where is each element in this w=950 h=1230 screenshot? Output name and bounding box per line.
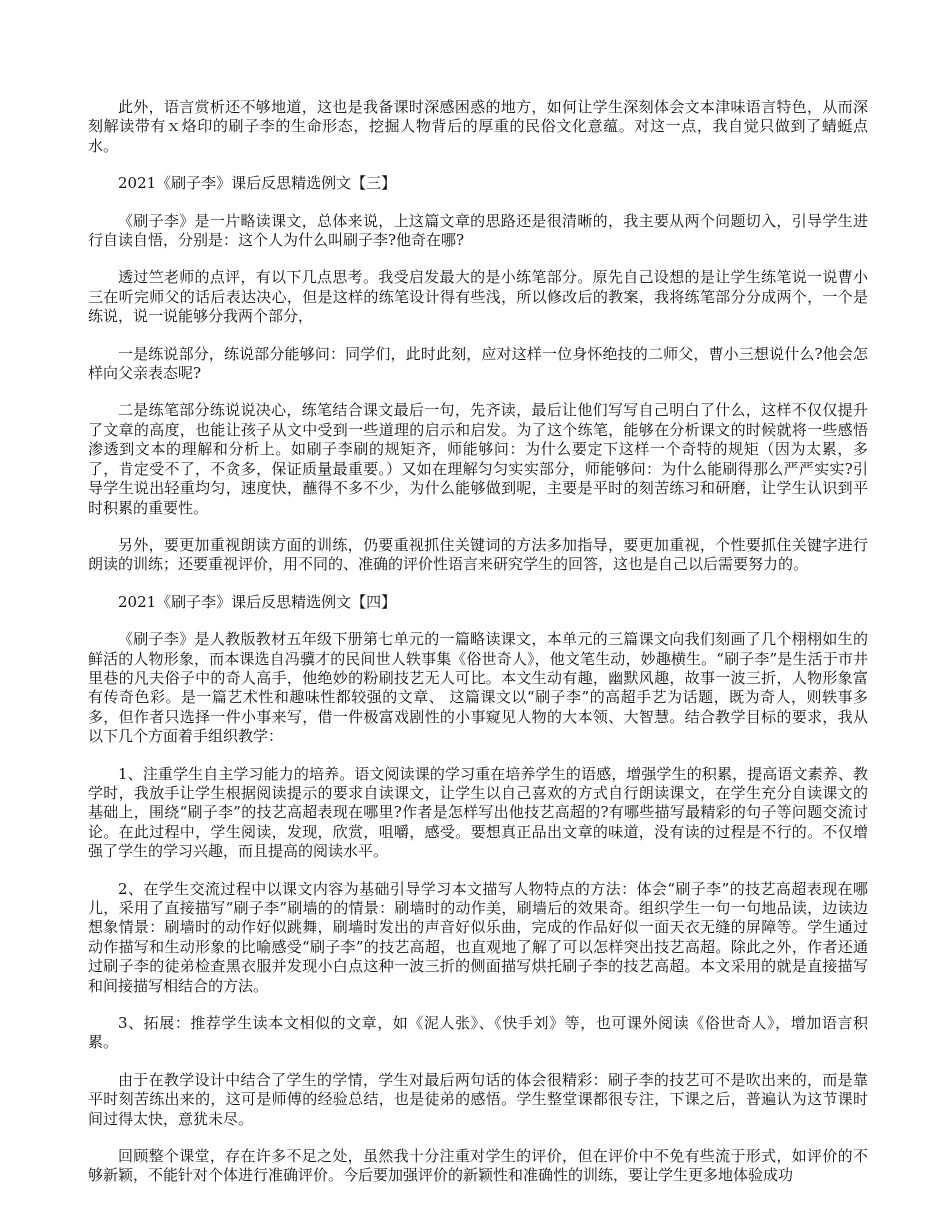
paragraph — [88, 98, 868, 156]
text-line: 为太累，多了，肯定受不了，不贪多，保证质量最重要。）又如在理解匀匀实实部分，师能够问：为什么能刷得 — [88, 440, 868, 478]
paragraph — [88, 401, 868, 517]
text-line: 磨，让学生认识到平时积累的重要性。 — [88, 479, 868, 517]
text-line: 生的鲜活的人物形象，而本课选自冯骥才的民间世人轶事集《俗世奇人》，他文笔生动，妙趣横生。“刷子李” — [88, 630, 868, 668]
section-heading — [88, 593, 868, 612]
text-line: 由于在教学设计中结合了学生的学情，学生对最后两句话的体会很精彩：刷子李的技艺可不是吹出来的，而 — [118, 1070, 838, 1089]
text-line: 这节课时间过得太快，意犹未尽。 — [88, 1090, 868, 1128]
text-line: 合教学目标的要求，我从以下几个方面着手组织教学： — [88, 707, 868, 746]
text-line: 提升了文章的高度，也能让孩子从文中受到一些道理的启示和启发。为了这个练笔，能够在分析课文的时候就将 — [88, 401, 868, 439]
paragraph — [88, 1014, 868, 1053]
text-line: 另外，要更加重视朗读方面的训练，仍要重视抓住关键词的方法多加指导，要更加重视，个性要抓住关键字 — [118, 535, 838, 554]
text-line: 而深刻解读带有ｘ烙印的刷子李的生命形态，挖掘人物背后的厚重的民俗文化意蕴。对这一点，我自觉只做到了 — [88, 98, 868, 136]
text-line: 三折，人物形象富有传奇色彩。是一篇艺术性和趣味性都较强的文章、 这篇课文以“刷子李”的高超手艺为话题， — [88, 668, 868, 707]
text-line: 在哪儿，采用了直接描写“刷子李”刷墙的的情景：刷墙时的动作美，刷墙后的效果奇。组织学生一句一句地品 — [88, 879, 868, 917]
text-line: 一个是练说，说一说能够分我两个部分， — [88, 287, 868, 326]
text-line: 一是练说部分，练说部分能够问：同学们，此时此刻，应对这样一位身怀绝技的二师父，曹小三想说什么?他 — [118, 344, 838, 363]
paragraph — [88, 268, 868, 326]
section-heading — [88, 174, 868, 193]
paragraph — [88, 630, 868, 746]
text-line: 蜻蜓点水。 — [88, 117, 868, 155]
paragraph — [88, 880, 868, 996]
text-line: 此外，语言赏析还不够地道，这也是我备课时深感困惑的地方，如何让学生深刻体会文本津味语言特色，从 — [118, 98, 838, 116]
text-line: 是不行的。不仅增强了学生的学习兴趣，而且提高的阅读水平。 — [88, 822, 868, 861]
text-line: 生进行自读自悟，分别是：这个人为什么叫刷子李?他奇在哪? — [88, 211, 868, 250]
paragraph — [88, 345, 868, 384]
text-line: 读，边读边想象情景：刷墙时的动作好似跳舞，刷墙时发出的声音好似乐曲，完成的作品好似一面天衣无缝的屏 — [88, 899, 868, 937]
text-line: 是生活于市井里巷的凡夫俗子中的奇人高手，他绝妙的粉刷技艺无人可比。本文生动有趣，幽默风趣，故事一波 — [88, 649, 868, 687]
text-line: 《刷子李》是人教版教材五年级下册第七单元的一篇略读课文，本单元的三篇课文向我们刻画了几个栩栩如 — [118, 630, 838, 649]
paragraph — [88, 1147, 868, 1186]
paragraph — [88, 765, 868, 862]
text-line: 教学时，我放手让学生根据阅读提示的要求自读课文，让学生以自己喜欢的方式自行朗读课文，在学生充分自读 — [88, 764, 868, 802]
text-line: 既为奇人，则轶事多多，但作者只选择一件小事来写，借一件极富戏剧性的小事窥见人物的大本领、大智慧。结 — [88, 688, 868, 726]
text-line: 进行朗读的训练；还要重视评价，用不同的、准确的评价性语言来研究学生的回答，这也是自己以后需要努力的。 — [88, 535, 868, 574]
text-line: 回顾整个课堂，存在许多不足之处，虽然我十分注重对学生的评价，但在评价中不免有些流于形式，如评价 — [118, 1147, 838, 1166]
text-line: 课文的基础上，围绕“刷子李”的技艺高超表现在哪里?作者是怎样写出他技艺高超的?有哪些描写最精彩的句子 — [88, 783, 868, 822]
text-line: 障等。学生通过动作描写和生动形象的比喻感受“刷子李”的技艺高超，也直观地了解了可以怎样突出技艺高超。 — [88, 918, 868, 956]
paragraph — [88, 212, 868, 251]
text-line: 的不够新颖，不能针对个体进行准确评价。今后要加强评价的新颖性和准确性的训练，要让学生更多地体验成功 — [88, 1147, 868, 1185]
text-line: 等问题交流讨论。在此过程中，学生阅读，发现，欣赏，咀嚼，感受。要想真正品出文章的味道，没有读的过程 — [88, 803, 868, 841]
text-line: 1、注重学生自主学习能力的培养。语文阅读课的学习重在培养学生的语感，增强学生的积累，提高语文素养、 — [118, 764, 853, 783]
paragraph — [88, 536, 868, 575]
text-line: 曹小三在听完师父的话后表达决心，但是这样的练笔设计得有些浅，所以修改后的教案，我将练笔部分分成两个， — [88, 268, 868, 306]
text-line: 二是练笔部分练说说决心，练笔结合课文最后一句，先齐读，最后让他们写写自己明白了什么，这样不仅仅 — [118, 401, 838, 420]
text-line: 2、在学生交流过程中以课文内容为基础引导学习本文描写人物特点的方法：体会“刷子李”的技艺高超表现 — [118, 879, 838, 898]
text-line: 《刷子李》是一片略读课文，总体来说，上这篇文章的思路还是很清晰的，我主要从两个问题切入，引导学 — [118, 211, 838, 230]
document-body — [88, 98, 868, 1204]
text-line: 一些感悟渗透到文本的理解和分析上。如刷子李刷的规矩齐，师能够问：为什么要定下这样一个奇特的规矩（因 — [88, 420, 868, 459]
text-line: 是靠平时刻苦练出来的，这可是师傅的经验总结，也是徒弟的感悟。学生整堂课都很专注，下课之后，普遍认为 — [88, 1070, 868, 1109]
text-line: 会怎样向父亲表态呢? — [88, 344, 868, 383]
text-line: 言积累。 — [88, 1014, 868, 1052]
text-line: 本文采用的就是直接描写和间接描写相结合的方法。 — [88, 957, 868, 995]
text-line: 透过竺老师的点评，有以下几点思考。我受启发最大的是小练笔部分。原先自己设想的是让学生练笔说一说 — [118, 268, 838, 287]
text-line: 除此之外，作者还通过刷子李的徒弟检查黑衣服并发现小白点这种一波三折的侧面描写烘托刷子李的技艺高超。 — [88, 937, 868, 976]
text-line: 2021《刷子李》课后反思精选例文【四】 — [118, 592, 397, 611]
paragraph — [88, 1071, 868, 1129]
text-line: 2021《刷子李》课后反思精选例文【三】 — [118, 174, 397, 193]
text-line: 那么严严实实?引导学生说出轻重均匀，速度快，蘸得不多不少，为什么能够做到呢，主要是平时的刻苦练习和研 — [88, 459, 868, 498]
text-line: 3、拓展：推荐学生读本文相似的文章，如《泥人张》、《快手刘》等，也可课外阅读《俗世奇人》，增加语 — [118, 1014, 838, 1033]
